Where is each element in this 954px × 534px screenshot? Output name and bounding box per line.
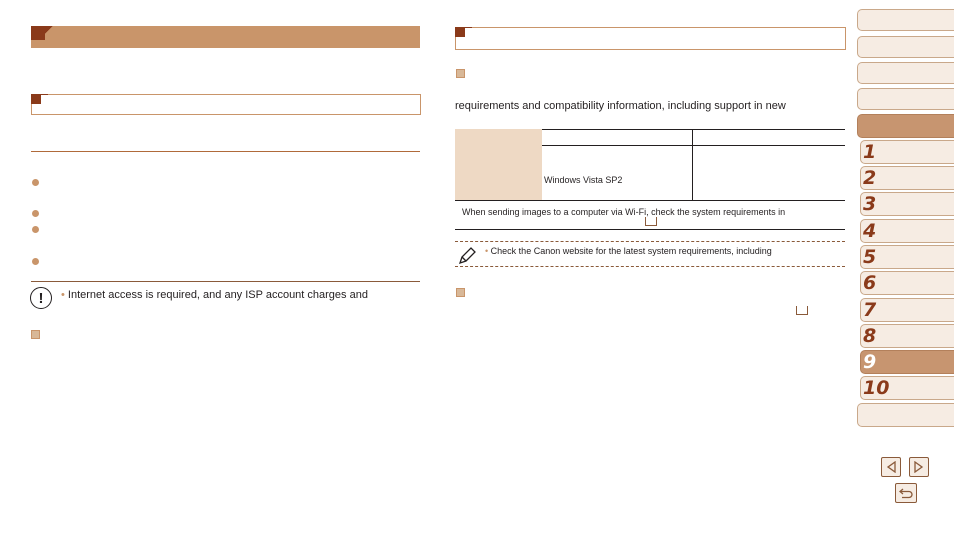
wifi-note-text: When sending images to a computer via Wi-Fi, check the system requirements in bbox=[462, 207, 786, 217]
nav-chapter-10[interactable]: 10 bbox=[860, 376, 954, 400]
nav-chapter-2[interactable]: 2 bbox=[860, 166, 954, 190]
nav-chapter-1[interactable]: 1 bbox=[860, 140, 954, 164]
section-marker-slash bbox=[465, 27, 472, 35]
section-marker-notch bbox=[45, 26, 53, 34]
tip-note bbox=[485, 246, 772, 256]
section-heading-box bbox=[455, 27, 846, 50]
table-header-rule bbox=[542, 145, 845, 146]
table-label-cell bbox=[455, 129, 542, 200]
pencil-icon bbox=[456, 245, 478, 272]
section-marker bbox=[31, 26, 45, 40]
list-bullet bbox=[32, 258, 39, 265]
nav-tab-contents[interactable] bbox=[857, 114, 954, 138]
nav-tab-index[interactable] bbox=[857, 403, 954, 427]
wifi-requirements-note bbox=[462, 207, 842, 217]
subheading-square-icon bbox=[31, 330, 40, 339]
nav-chapter-6[interactable]: 6 bbox=[860, 271, 954, 295]
table-os-value: Windows Vista SP2 bbox=[544, 175, 623, 185]
wifi-note-rule bbox=[455, 229, 845, 230]
subsection-heading-box bbox=[31, 94, 421, 115]
nav-chapter-3[interactable]: 3 bbox=[860, 192, 954, 216]
list-bullet bbox=[32, 226, 39, 233]
return-icon bbox=[899, 487, 913, 499]
nav-tab-advanced-guide[interactable] bbox=[857, 88, 954, 110]
nav-tab-basic-guide[interactable] bbox=[857, 62, 954, 84]
arrow-right-icon bbox=[914, 461, 924, 473]
section-marker bbox=[455, 27, 465, 37]
nav-tab-before-use[interactable] bbox=[857, 36, 954, 58]
note-bullet: • bbox=[61, 289, 65, 301]
caution-icon: ! bbox=[30, 287, 52, 309]
next-page-button[interactable] bbox=[909, 457, 929, 477]
tip-bottom-rule bbox=[455, 266, 845, 267]
list-bullet bbox=[32, 210, 39, 217]
subheading-square-icon bbox=[456, 69, 465, 78]
requirements-intro: requirements and compatibility information, including support in new bbox=[455, 100, 786, 112]
subsection-marker bbox=[31, 94, 41, 104]
nav-chapter-5[interactable]: 5 bbox=[860, 245, 954, 269]
tip-top-rule bbox=[455, 241, 845, 242]
list-bullet bbox=[32, 179, 39, 186]
previous-page-button[interactable] bbox=[881, 457, 901, 477]
subheading-square-icon bbox=[456, 288, 465, 297]
tip-note-text: Check the Canon website for the latest system requirements, including bbox=[490, 246, 772, 256]
nav-tab-cover[interactable] bbox=[857, 9, 954, 31]
table-bottom-rule bbox=[455, 200, 845, 201]
nav-chapter-8[interactable]: 8 bbox=[860, 324, 954, 348]
nav-chapter-9[interactable]: 9 bbox=[860, 350, 954, 374]
subsection-marker-slash bbox=[41, 94, 48, 102]
caution-note-text: Internet access is required, and any ISP account charges and bbox=[67, 289, 368, 301]
book-reference-icon[interactable] bbox=[796, 306, 808, 315]
caution-note bbox=[61, 289, 368, 301]
nav-chapter-4[interactable]: 4 bbox=[860, 219, 954, 243]
book-reference-icon[interactable] bbox=[645, 217, 657, 226]
note-bullet: • bbox=[485, 246, 489, 256]
section-divider bbox=[31, 151, 420, 152]
table-top-rule bbox=[542, 129, 845, 130]
section-title-bar bbox=[31, 26, 420, 48]
arrow-left-icon bbox=[886, 461, 896, 473]
return-button[interactable] bbox=[895, 483, 917, 503]
table-column-divider bbox=[692, 129, 693, 200]
caution-divider bbox=[31, 281, 420, 282]
nav-chapter-7[interactable]: 7 bbox=[860, 298, 954, 322]
